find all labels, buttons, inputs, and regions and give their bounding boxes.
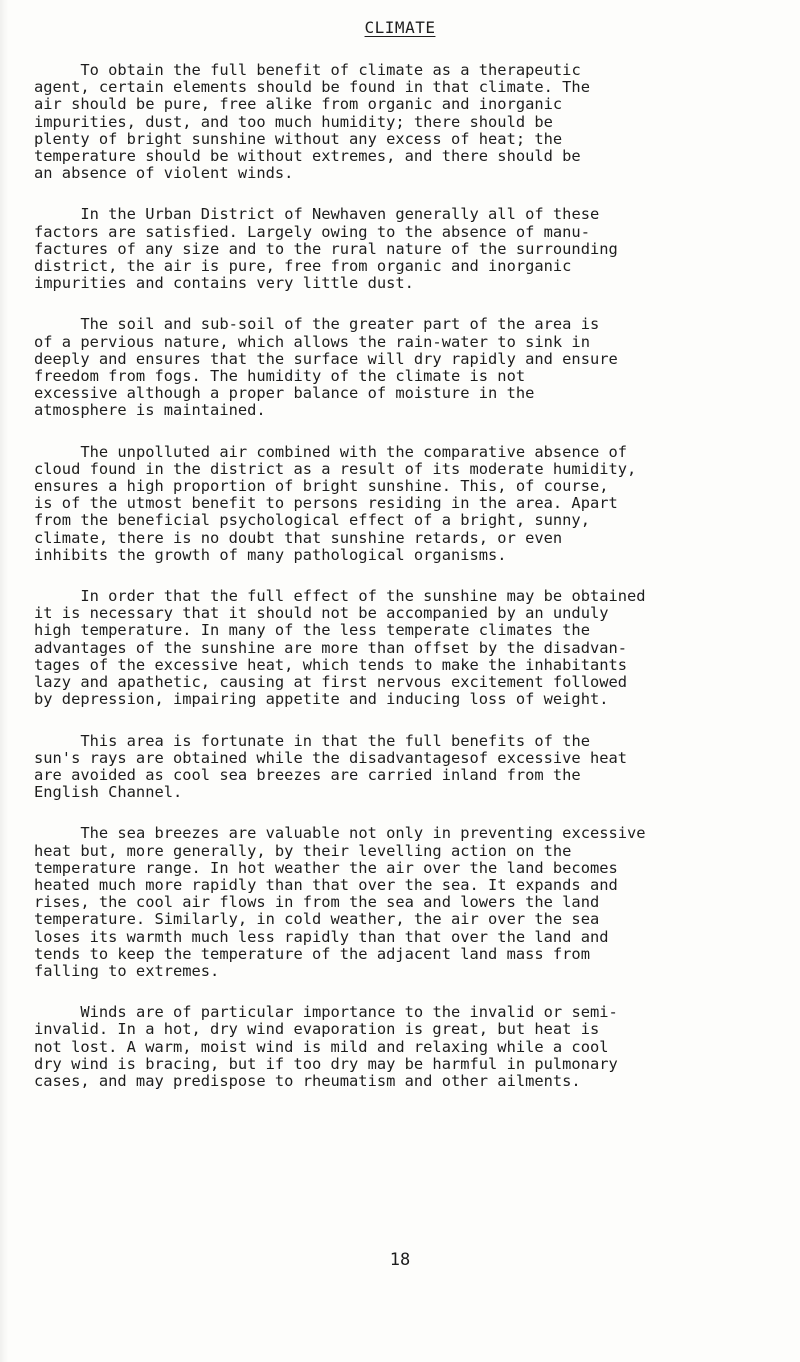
paragraph-sea-breezes-benefit: This area is fortunate in that the full benefits of the sun's rays are obtained while the disadvantagesof excessive heat are avoided as cool sea breezes are carried inland from the English Channel. [34,731,628,802]
paragraph-soil: The soil and sub-soil of the greater part of the area is of a pervious nature, which allows the rain-water to sink in deeply and ensures that the surface will dry rapidly and ensure freedom from fogs. The humidity of the climate is not excessive although a proper balance of moisture in the atmosphere is maintained. [34,315,618,420]
scan-shadow [0,0,8,1362]
paragraph-sunshine: The unpolluted air combined with the comparative absence of cloud found in the district as a result of its moderate humidity, ensures a high proportion of bright sunshine. This, of course, is of the utmost benefit to persons residing in the area. Apart from the beneficial psychological effect of a bright, sunny, climate, there is no doubt that sunshine retards, or even inhibits the growth of many pathological organisms. [34,442,637,564]
paragraph-climate-elements: To obtain the full benefit of climate as a therapeutic agent, certain elements should be found in that climate. The air should be pure, free alike from organic and inorganic impurities, dust, and too much humidity; there should be plenty of bright sunshine without any excess of heat; the temperature should be without extremes, and there should be an absence of violent winds. [34,61,590,183]
page-number: 18 [389,1250,411,1270]
paragraph-levelling-action: The sea breezes are valuable not only in preventing excessive heat but, more generally, by their levelling action on the temperature range. In hot weather the air over the land becomes heated much more rapidly than that over the sea. It expands and rises, the cool air flows in from the sea and lowers the land temperature. Similarly, in cold weather, the air over the sea loses its warmth much less rapidly than that over the land and tends to keep the temperature of the adjacent land mass from falling to extremes. [34,824,646,980]
paragraph-winds: Winds are of particular importance to the invalid or semi- invalid. In a hot, dry wind evaporation is great, but heat is not lost. A warm, moist wind is mild and relaxing while a cool dry wind is bracing, but if too dry may be harmful in pulmonary cases, and may predispose to rheumatism and other ailments. [34,1003,618,1090]
paragraph-newhaven-factors: In the Urban District of Newhaven generally all of these factors are satisfied. Largely owing to the absence of manu- factures of any size and to the rural nature of the surrounding district, the air is pure, free from organic and inorganic impurities and contains very little dust. [34,205,618,293]
paragraph-temperature: In order that the full effect of the sunshine may be obtained it is necessary that it should not be accompanied by an unduly high temperature. In many of the less temperate climates the advantages of the sunshine are more than offset by the disadvan- tages of the excessive heat, which tends to make the inhabitants lazy and apathetic, causing at first nervous excitement followed by depression, impairing appetite and inducing loss of weight. [34,587,646,709]
body-text [34,62,774,1114]
page-title: CLIMATE [364,18,436,37]
